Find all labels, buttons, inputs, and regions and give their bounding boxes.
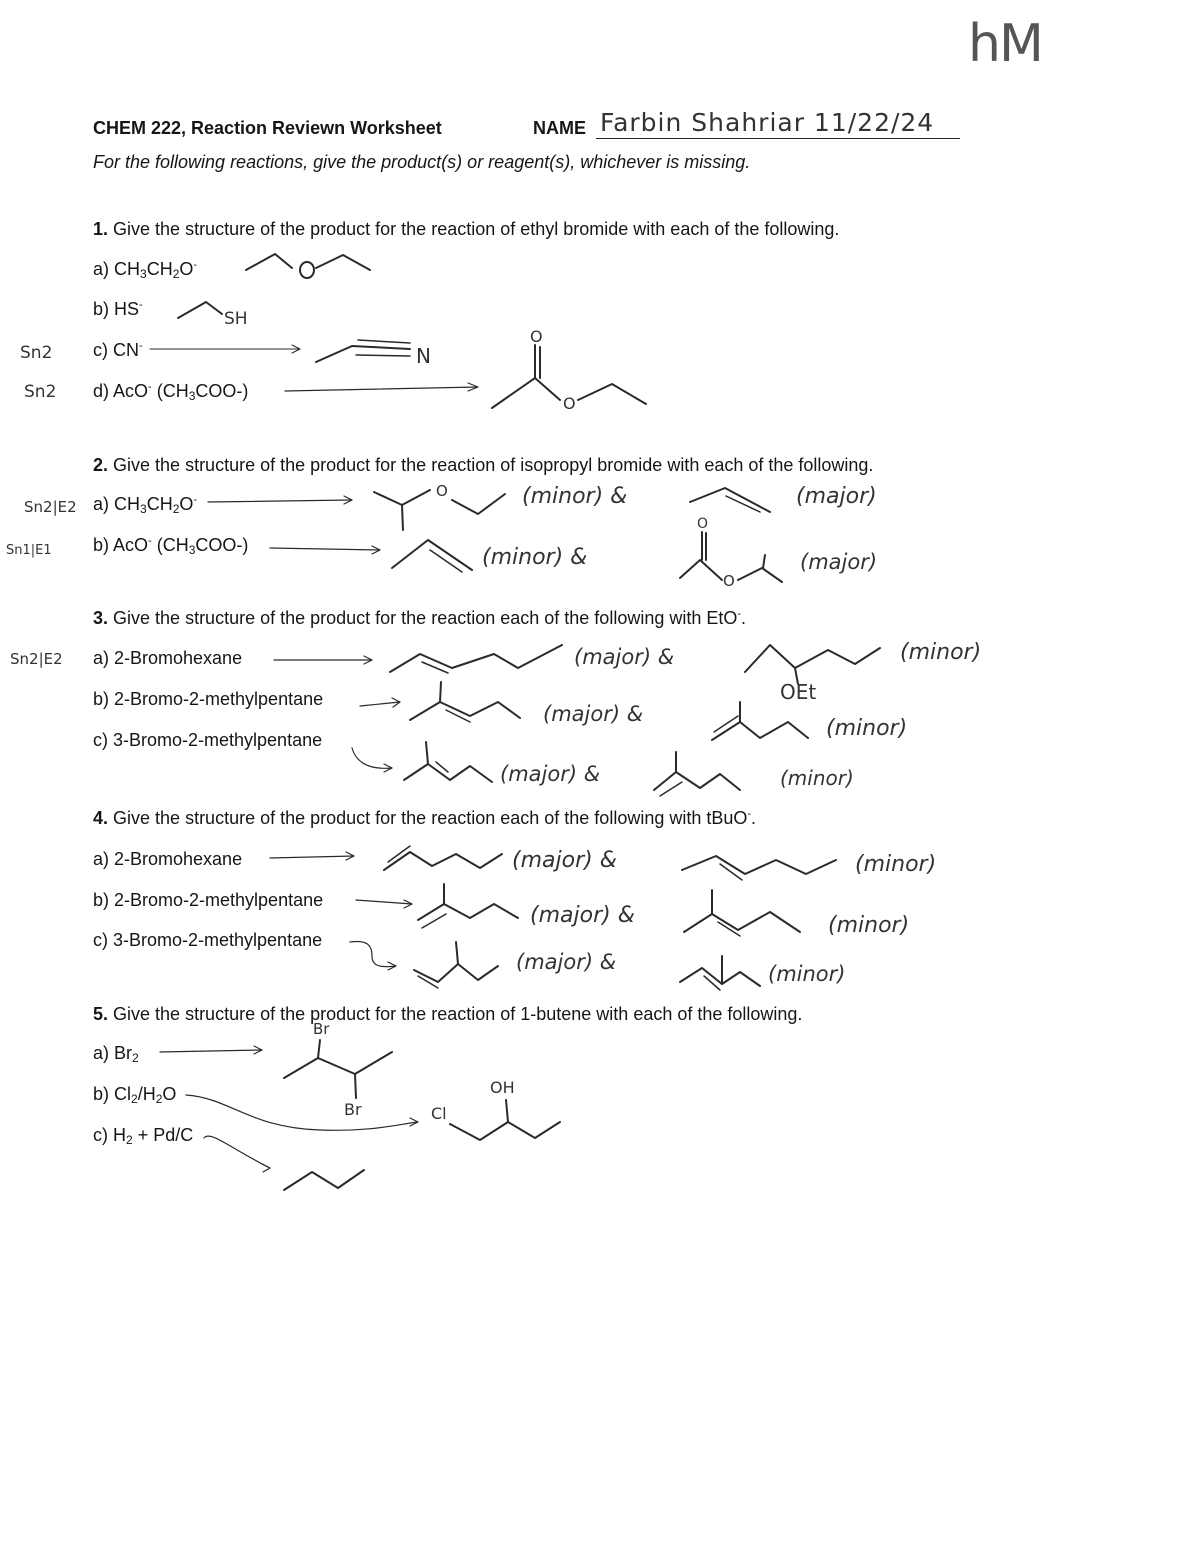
q4-b-minor-label: (minor) <box>828 913 910 938</box>
q2a-propene-structure <box>690 488 770 512</box>
q1-d-mechanism-note: Sn2 <box>24 382 57 402</box>
q1-b-product-sh: SH <box>224 309 248 329</box>
q2-a-major-label: (major) <box>796 484 877 509</box>
q1-b-reagent: b) HS- <box>93 299 143 319</box>
q4-c-major-label: (major) & <box>516 950 617 974</box>
q5-b-reagent: b) $Cl_2/H_2O$ <box>93 1084 177 1106</box>
q1-a-reagent: a) $CH_3CH_2O^-$ <box>93 259 198 281</box>
q2-b-major-label: (major) <box>800 550 878 574</box>
q1a-ether-structure-right <box>316 255 370 270</box>
initials: hM <box>968 14 1042 74</box>
q1a-ether-structure <box>246 254 292 270</box>
q4a-hexene-structure <box>384 852 502 870</box>
q3-c-reactant: c) 3-Bromo-2-methylpentane <box>93 730 323 750</box>
q3b-minor-alkene <box>712 722 808 740</box>
q1-d-ester-o: O <box>563 394 576 413</box>
q3-b-major-label: (major) & <box>543 702 644 726</box>
q3a-ether-structure <box>745 645 880 672</box>
q1b-thiol-structure <box>178 302 222 318</box>
q3c-minor-alkene <box>654 772 740 790</box>
q5b-chlorohydrin-structure <box>450 1122 560 1140</box>
name-underline <box>596 138 960 139</box>
q3-a-minor-label: (minor) <box>900 640 982 665</box>
student-name: Farbin Shahriar 11/22/24 <box>600 108 935 137</box>
q3a-hexene-structure <box>390 645 562 672</box>
q3c-alkene-structure <box>404 764 492 782</box>
q2-b-mechanism-note: Sn1|E1 <box>6 543 52 558</box>
q3-a-oet-label: OEt <box>780 680 817 704</box>
q5a-dibromide-structure <box>284 1052 392 1078</box>
q4b-minor-alkene <box>684 912 800 932</box>
q5-b-oh-label: OH <box>490 1078 515 1097</box>
q1-prompt: 1. Give the structure of the product for the reaction of ethyl bromide with each of the following. <box>93 219 840 239</box>
q2b-ester-structure <box>680 560 722 580</box>
q5-prompt: 5. Give the structure of the product for the reaction of 1-butene with each of the following. <box>93 1004 803 1024</box>
q4-b-reactant: b) 2-Bromo-2-methylpentane <box>93 890 324 910</box>
q3-b-minor-label: (minor) <box>826 716 908 741</box>
q2b-propene-structure <box>392 540 472 570</box>
q4c-minor-alkene <box>680 968 760 986</box>
q5-c-reagent: c) $H_2 + Pd/C$ <box>93 1125 194 1147</box>
q5-a-br-top: Br <box>313 1020 330 1038</box>
q3-prompt: 3. Give the structure of the product for the reaction each of the following with EtO-. <box>93 608 747 628</box>
q2-a-ether-o: O <box>436 482 448 500</box>
worksheet-title: CHEM 222, Reaction Reviewn Worksheet <box>93 118 442 138</box>
q4a-minor-alkene <box>682 856 836 874</box>
q1d-ester-structure <box>492 378 560 408</box>
q2-a-mechanism-note: Sn2|E2 <box>24 498 77 516</box>
q4c-alkene-structure <box>414 964 498 982</box>
q1-d-reagent: d) AcO- $(CH_3COO-)$ <box>93 381 249 403</box>
q1-d-carbonyl-o: O <box>530 327 543 346</box>
q1c-nitrile-structure <box>316 346 410 362</box>
q3-a-mechanism-note: Sn2|E2 <box>10 650 63 668</box>
q4-c-minor-label: (minor) <box>768 962 846 986</box>
q4-b-major-label: (major) & <box>530 903 635 928</box>
q2-prompt: 2. Give the structure of the product for the reaction of isopropyl bromide with each of the following. <box>93 455 874 475</box>
q4-prompt: 4. Give the structure of the product for the reaction each of the following with tBuO-. <box>93 808 757 828</box>
q1-c-reagent: c) CN- <box>93 340 143 360</box>
instructions: For the following reactions, give the product(s) or reagent(s), whichever is missing. <box>93 152 751 172</box>
q3-c-major-label: (major) & <box>500 762 601 786</box>
q1-c-product-n: N <box>416 344 431 368</box>
q1-c-mechanism-note: Sn2 <box>20 343 53 363</box>
q4-a-reactant: a) 2-Bromohexane <box>93 849 243 869</box>
q4b-alkene-structure <box>418 904 518 920</box>
q5c-butane-structure <box>284 1170 364 1190</box>
q2a-ether-structure <box>374 490 430 505</box>
q5-b-cl-label: Cl <box>431 1104 447 1123</box>
q2-a-reagent: a) $CH_3CH_2O^-$ <box>93 494 198 516</box>
name-label: NAME <box>533 118 586 138</box>
q4-a-major-label: (major) & <box>512 848 617 873</box>
q2-b-minor-label: (minor) & <box>482 545 588 570</box>
q2-b-reagent: b) AcO- $(CH_3COO-)$ <box>93 535 249 557</box>
q5-a-reagent: a) $Br_2$ <box>93 1043 139 1065</box>
q3-a-reactant: a) 2-Bromohexane <box>93 648 243 668</box>
q4-c-reactant: c) 3-Bromo-2-methylpentane <box>93 930 323 950</box>
q2-b-ester-o: O <box>723 572 735 590</box>
q3-a-major-label: (major) & <box>574 645 675 669</box>
q3-c-minor-label: (minor) <box>780 766 854 790</box>
q3-b-reactant: b) 2-Bromo-2-methylpentane <box>93 689 324 709</box>
q5-a-br-bottom: Br <box>344 1100 362 1119</box>
q4-a-minor-label: (minor) <box>855 852 937 877</box>
q2-b-carbonyl-o: O <box>697 516 709 532</box>
q2-a-minor-label: (minor) & <box>522 484 628 509</box>
q3b-alkene-structure <box>410 702 520 720</box>
